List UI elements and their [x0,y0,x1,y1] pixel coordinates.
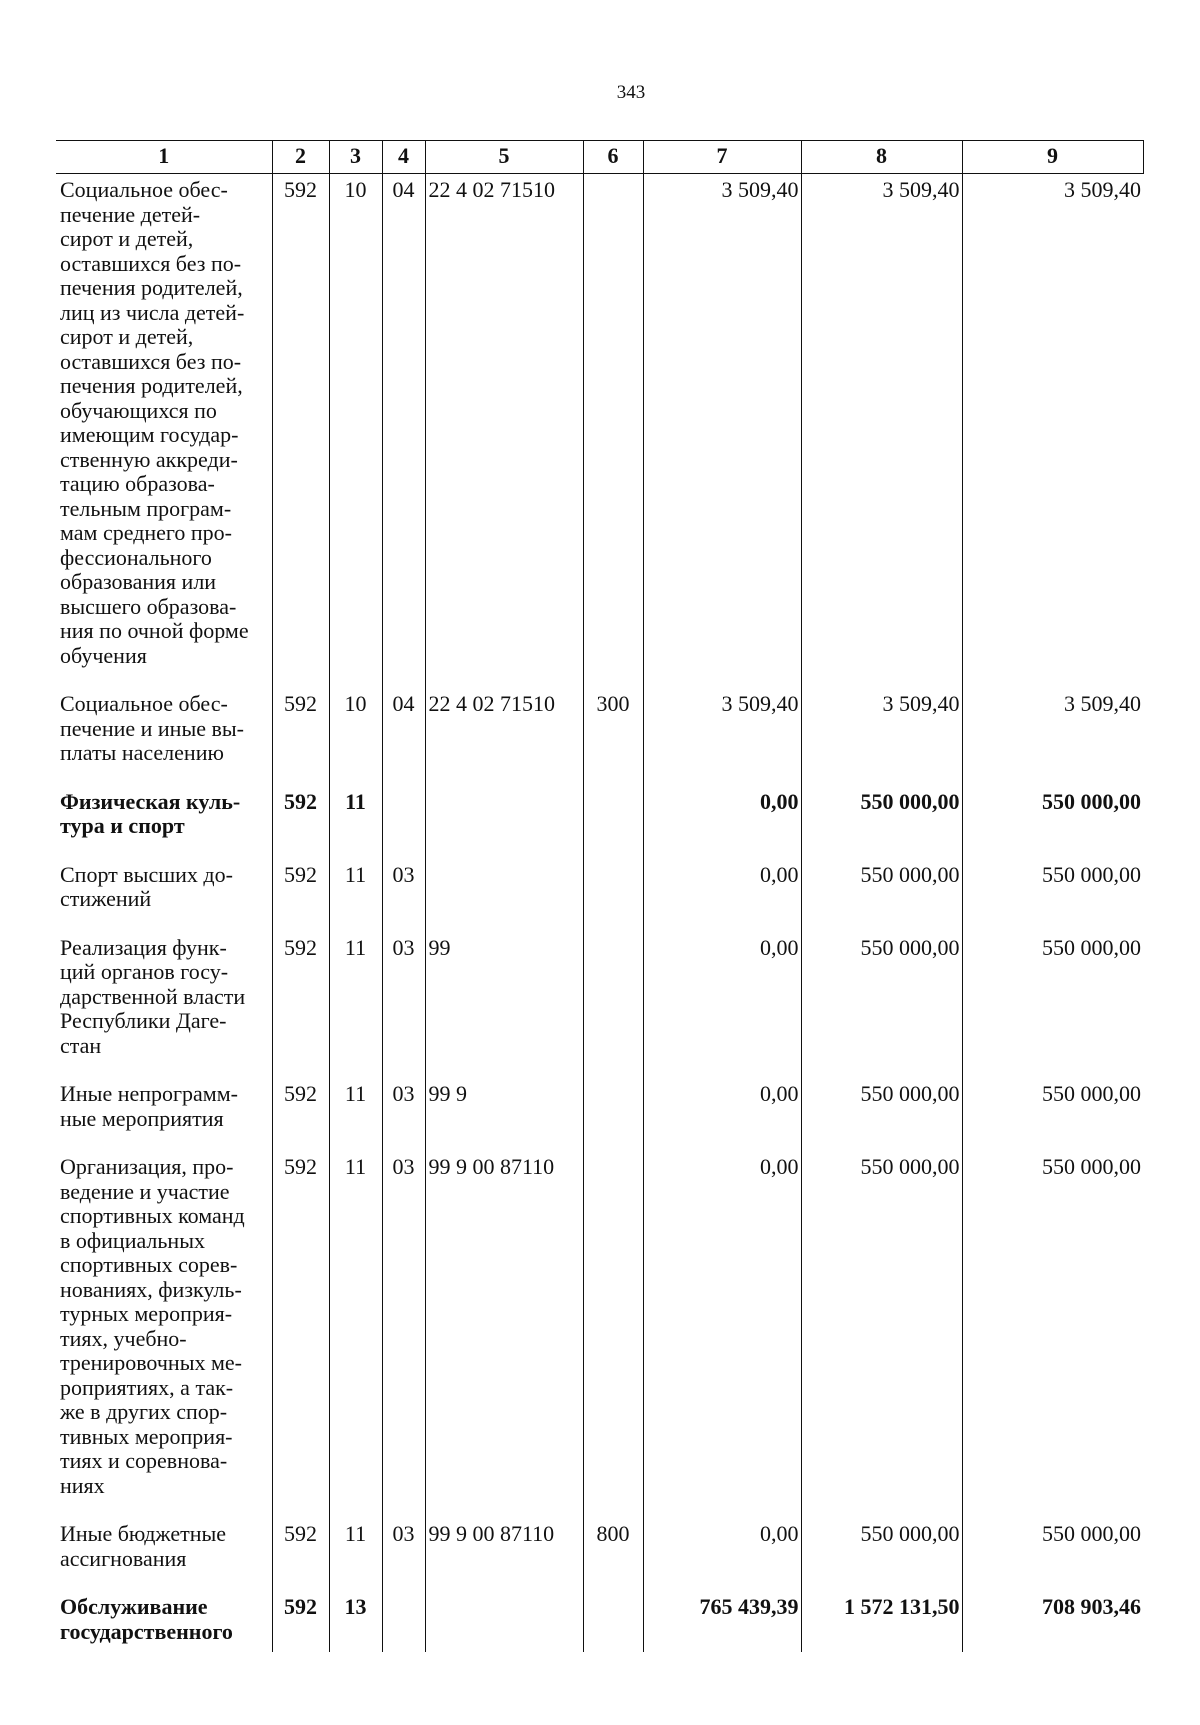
row-subsection-cell [382,1591,425,1652]
row-name-line: образования или [60,569,217,594]
row-amount-cell: 550 000,00 [801,786,962,859]
row-code-cell: 592 [272,932,329,1079]
row-code-cell: 592 [272,688,329,786]
row-name-line: стижений [60,886,152,911]
row-name-line: печения родителей, [60,373,243,398]
row-target-article-cell: 99 9 00 87110 [425,1151,583,1518]
row-target-article-cell [425,859,583,932]
row-target-article-cell [425,1591,583,1652]
row-name-cell [56,786,272,859]
row-expense-type-cell [583,1151,643,1518]
row-name-line: тиях, учебно- [60,1325,187,1351]
row-amount-cell: 765 439,39 [643,1591,801,1652]
row-expense-type-cell: 800 [583,1518,643,1591]
row-name-line: Иные непрограмм- [60,1081,238,1106]
row-target-article-cell: 99 [425,932,583,1079]
row-name-line: лиц из числа детей- [60,299,245,325]
row-amount-cell: 0,00 [643,1151,801,1518]
row-name-line: государственного [60,1618,233,1644]
column-header: 9 [962,141,1143,174]
row-target-article-cell: 22 4 02 71510 [425,688,583,786]
column-header: 5 [425,141,583,174]
column-header: 2 [272,141,329,174]
column-header: 1 [56,141,272,174]
table-row [56,174,1143,689]
row-target-article-cell [425,786,583,859]
row-name-line: оставшихся без по- [60,348,242,374]
row-code-cell: 592 [272,174,329,689]
row-name-cell [56,1591,272,1652]
row-name-line: платы населению [60,740,224,765]
table-row [56,1151,1143,1518]
row-name-line: Социальное обес- [60,691,228,716]
row-name-line: ций органов госу- [60,959,229,984]
row-name-line: сирот и детей, [60,324,194,349]
budget-table [56,140,1144,1652]
row-name-line: Иные бюджетные [60,1521,227,1546]
row-amount-cell: 550 000,00 [962,932,1143,1079]
row-amount-cell: 550 000,00 [801,932,962,1079]
row-amount-cell: 0,00 [643,932,801,1079]
row-expense-type-cell: 300 [583,688,643,786]
row-target-article-cell: 99 9 [425,1078,583,1151]
column-header: 3 [329,141,382,174]
row-section-cell: 11 [329,859,382,932]
row-name-line: фессионального [60,544,212,570]
row-name-cell [56,859,272,932]
row-name-line: тацию образова- [60,471,215,496]
table-row [56,1591,1143,1652]
row-name-line: нованиях, физкуль- [60,1276,242,1302]
row-name-cell [56,1518,272,1591]
row-amount-cell: 550 000,00 [962,1078,1143,1151]
row-amount-cell: 0,00 [643,859,801,932]
row-name-line: ассигнования [60,1545,187,1571]
row-amount-cell: 3 509,40 [801,688,962,786]
page-number: 343 [616,82,646,103]
row-name-line: обучающихся по [60,397,217,423]
row-subsection-cell: 03 [382,932,425,1079]
row-section-cell: 10 [329,688,382,786]
row-amount-cell: 550 000,00 [962,1151,1143,1518]
row-expense-type-cell [583,932,643,1079]
row-name-line: Обслуживание [60,1594,208,1619]
row-name-cell [56,1151,272,1518]
table-row [56,1518,1143,1591]
row-name-line: тура и спорт [60,813,185,838]
row-name-line: в официальных [60,1227,205,1253]
column-header: 7 [643,141,801,174]
row-name-line: дарственной власти [60,983,246,1009]
row-subsection-cell: 03 [382,1518,425,1591]
row-subsection-cell: 04 [382,174,425,689]
row-name-line: Организация, про- [60,1154,234,1179]
row-expense-type-cell [583,1591,643,1652]
row-code-cell: 592 [272,1078,329,1151]
row-name-cell [56,688,272,786]
row-expense-type-cell [583,174,643,689]
row-name-line: печения родителей, [60,275,243,300]
row-name-line: ниях [60,1472,105,1498]
row-name-line: тельным програм- [60,495,232,521]
row-amount-cell: 550 000,00 [962,859,1143,932]
row-amount-cell: 3 509,40 [801,174,962,689]
row-amount-cell: 3 509,40 [962,688,1143,786]
row-section-cell: 11 [329,1151,382,1518]
row-amount-cell: 3 509,40 [962,174,1143,689]
row-amount-cell: 3 509,40 [643,174,801,689]
row-name-line: тивных мероприя- [60,1423,233,1449]
row-name-line: роприятиях, а так- [60,1374,234,1400]
row-name-line: сирот и детей, [60,226,194,251]
row-name-line: имеющим государ- [60,422,239,447]
row-name-line: тиях и соревнова- [60,1448,228,1473]
row-amount-cell: 550 000,00 [801,1151,962,1518]
row-name-line: тренировочных ме- [60,1350,242,1375]
row-amount-cell: 1 572 131,50 [801,1591,962,1652]
row-amount-cell: 550 000,00 [962,1518,1143,1591]
row-name-line: ные мероприятия [60,1105,224,1131]
row-amount-cell: 3 509,40 [643,688,801,786]
table-row [56,1078,1143,1151]
row-name-cell [56,174,272,689]
row-name-line: Социальное обес- [60,177,228,202]
row-code-cell: 592 [272,1518,329,1591]
row-name-line: Физическая куль- [60,788,241,814]
column-header: 6 [583,141,643,174]
row-expense-type-cell [583,859,643,932]
table-row [56,688,1143,786]
row-code-cell: 592 [272,859,329,932]
row-subsection-cell: 04 [382,688,425,786]
row-expense-type-cell [583,786,643,859]
row-code-cell: 592 [272,786,329,859]
row-subsection-cell [382,786,425,859]
row-code-cell: 592 [272,1151,329,1518]
row-amount-cell: 550 000,00 [962,786,1143,859]
row-amount-cell: 550 000,00 [801,1078,962,1151]
column-header: 4 [382,141,425,174]
row-section-cell: 11 [329,786,382,859]
table-row [56,932,1143,1079]
row-amount-cell: 0,00 [643,786,801,859]
row-name-line: Реализация функ- [60,934,227,960]
row-name-line: стан [60,1032,102,1058]
row-name-cell [56,932,272,1079]
row-amount-cell: 708 903,46 [962,1591,1143,1652]
row-name-line: высшего образова- [60,593,237,619]
row-name-line: мам среднего про- [60,520,233,545]
row-name-line: обучения [60,642,147,668]
row-expense-type-cell [583,1078,643,1151]
row-name-line: спортивных сорев- [60,1252,238,1277]
row-name-line: оставшихся без по- [60,250,242,276]
row-name-line: ственную аккреди- [60,446,238,472]
table-body [56,174,1143,1653]
row-target-article-cell: 99 9 00 87110 [425,1518,583,1591]
row-subsection-cell: 03 [382,859,425,932]
row-subsection-cell: 03 [382,1078,425,1151]
row-name-line: печение и иные вы- [60,715,244,741]
row-name-line: ведение и участие [60,1178,230,1204]
row-subsection-cell: 03 [382,1151,425,1518]
row-amount-cell: 0,00 [643,1518,801,1591]
row-name-line: Республики Даге- [60,1008,227,1033]
row-section-cell: 11 [329,1518,382,1591]
row-name-line: турных мероприя- [60,1301,233,1326]
row-name-line: же в других спор- [60,1399,228,1424]
row-section-cell: 11 [329,932,382,1079]
row-name-line: Спорт высших до- [60,861,233,887]
table-row [56,786,1143,859]
row-code-cell: 592 [272,1591,329,1652]
row-section-cell: 10 [329,174,382,689]
row-section-cell: 13 [329,1591,382,1652]
column-header: 8 [801,141,962,174]
row-name-line: спортивных команд [60,1203,245,1228]
row-name-cell [56,1078,272,1151]
table-row [56,859,1143,932]
row-amount-cell: 0,00 [643,1078,801,1151]
row-name-line: печение детей- [60,201,201,227]
row-section-cell: 11 [329,1078,382,1151]
row-name-line: ния по очной форме [60,618,249,643]
row-target-article-cell: 22 4 02 71510 [425,174,583,689]
row-amount-cell: 550 000,00 [801,859,962,932]
header-row [56,141,1143,174]
row-amount-cell: 550 000,00 [801,1518,962,1591]
